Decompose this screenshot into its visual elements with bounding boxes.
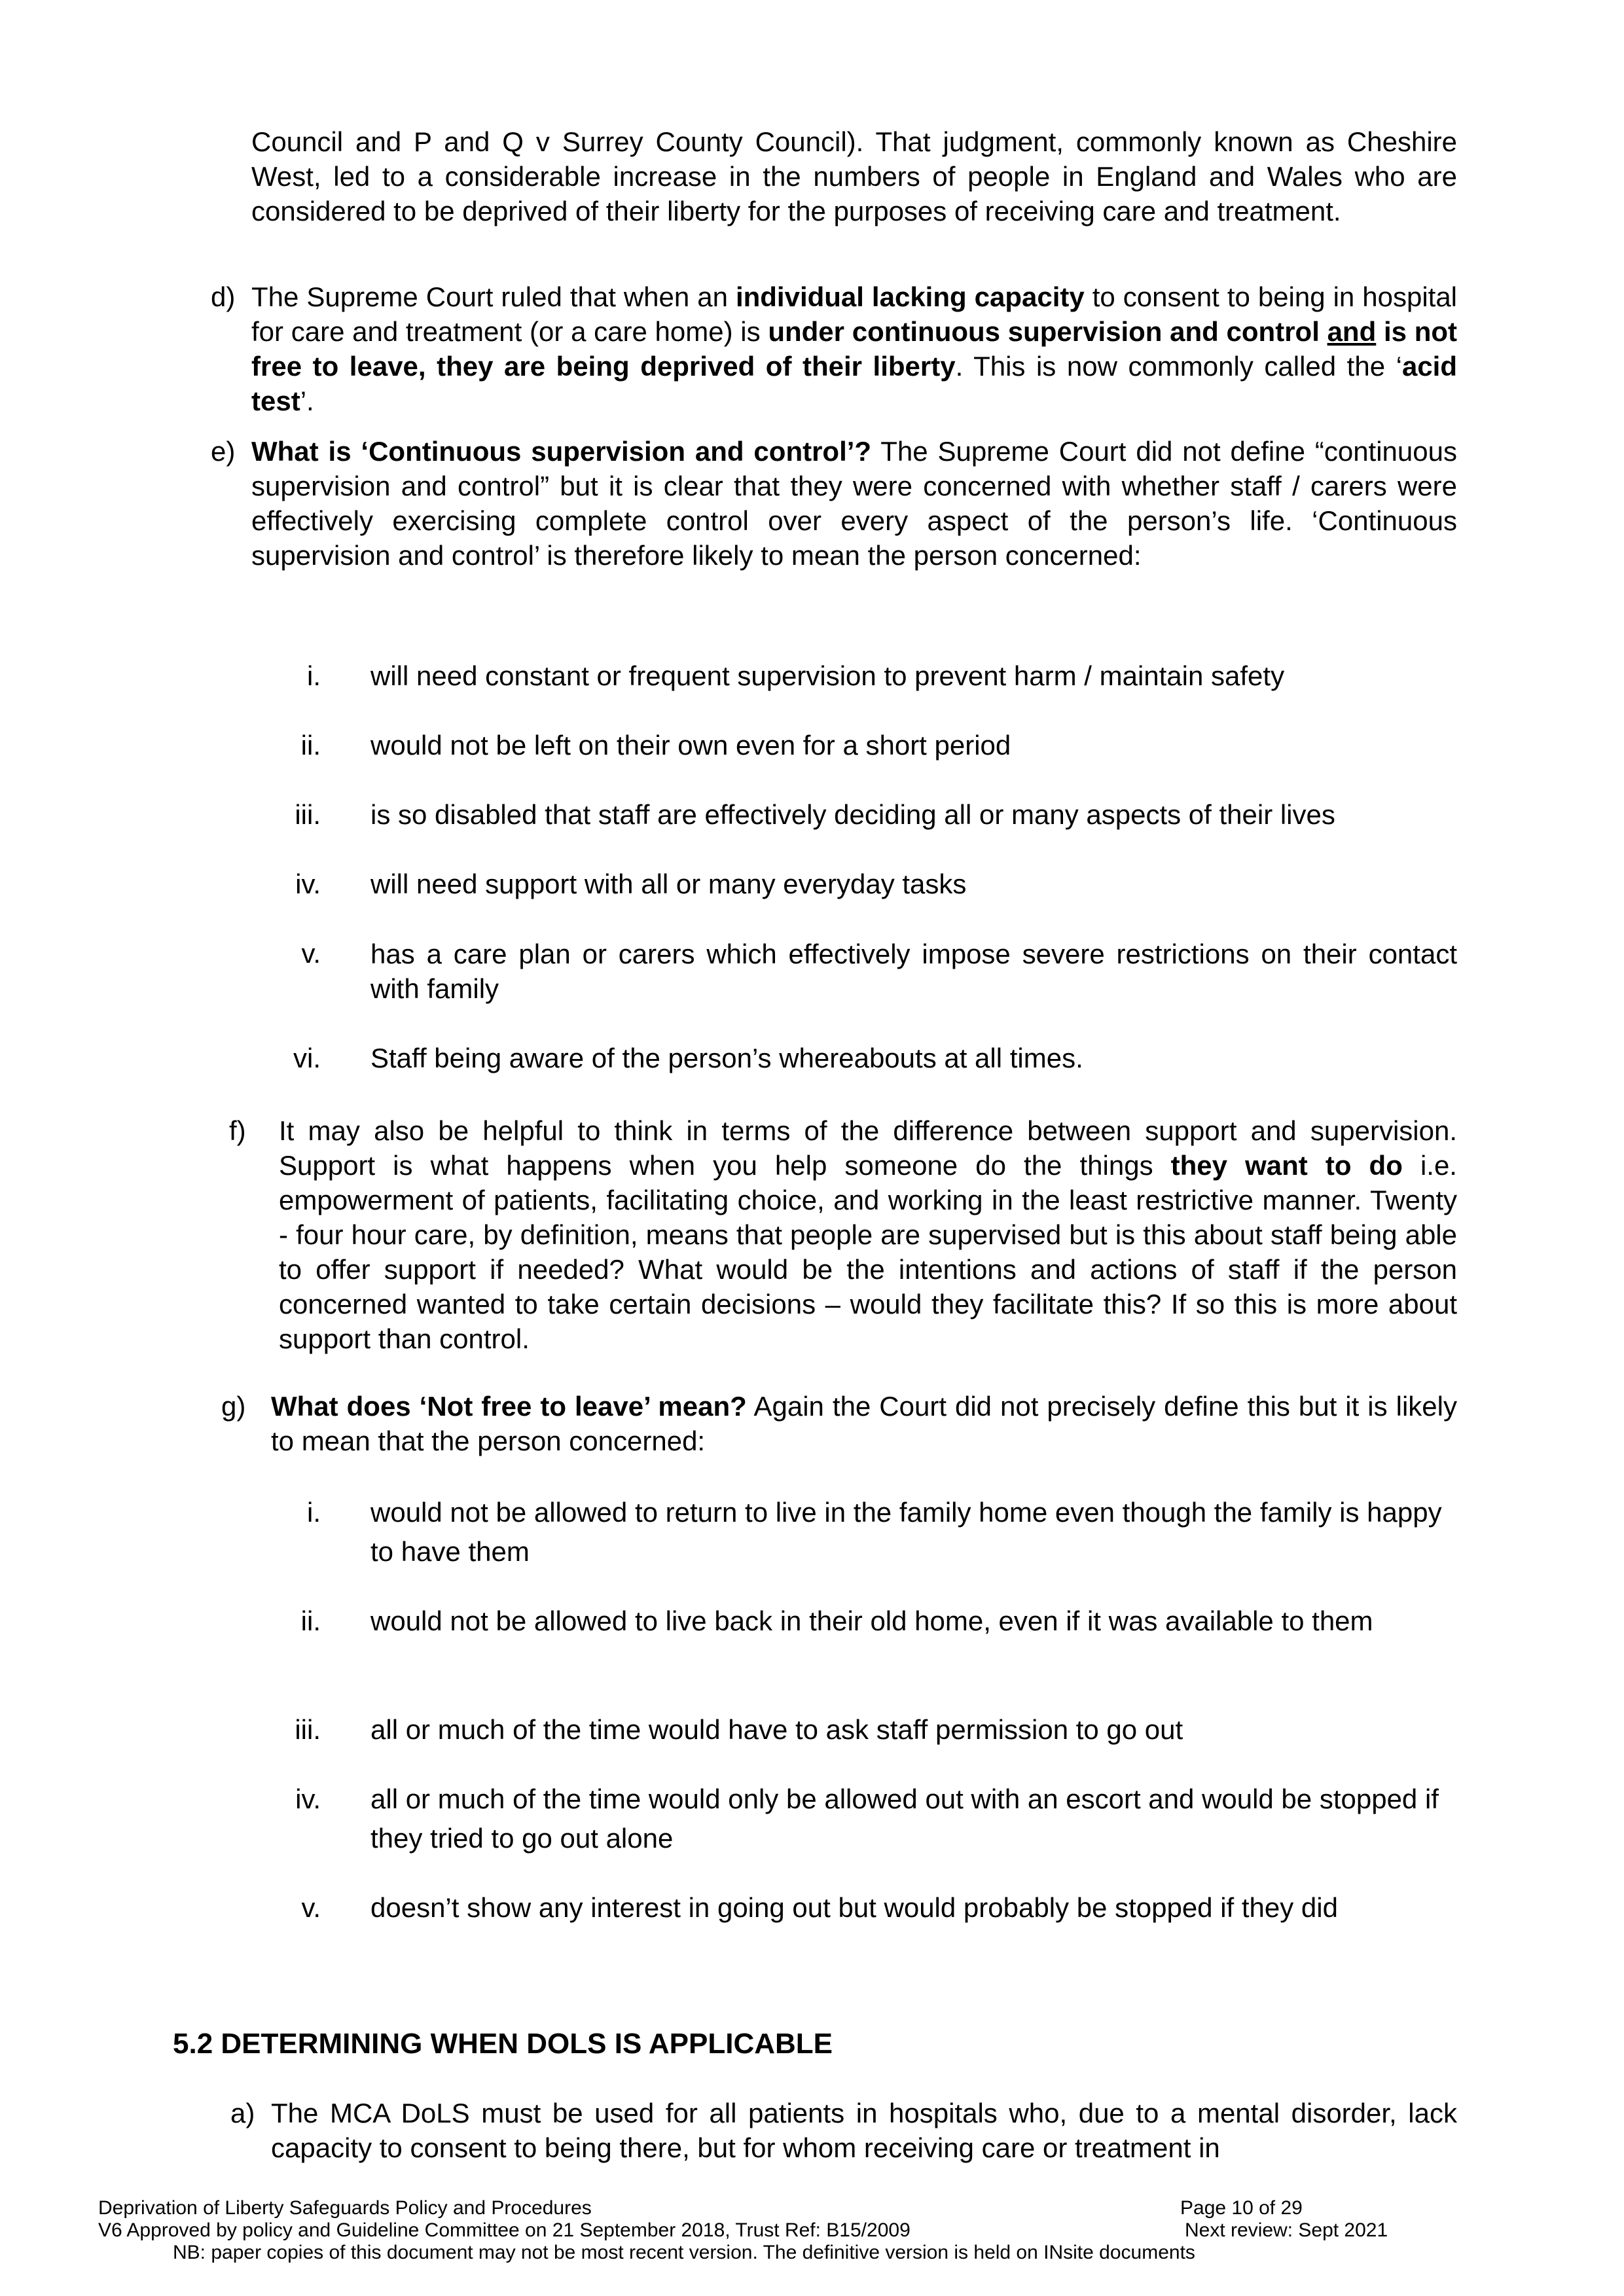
footer-page-number: Page 10 of 29: [1180, 2197, 1303, 2219]
list-item: would not be allowed to live back in their old home, even if it was available to them: [370, 1605, 1373, 1636]
section-d-bold-3: is not free to leave, they are being deprived of their liberty: [251, 316, 1457, 382]
list-item: will need constant or frequent supervision to prevent harm / maintain safety: [370, 660, 1285, 691]
section-a-paragraph: The MCA DoLS must be used for all patients in hospitals who, due to a mental disorder, lack capacity to consent to being there, but for whom receiving care or treatment in: [271, 2098, 1457, 2163]
list-item-number: iii.: [295, 799, 321, 830]
list-item-number: i.: [307, 660, 321, 691]
intro-paragraph: Council and P and Q v Surrey County Council). That judgment, commonly known as Cheshire West, led to a considerable increase in the numbers of people in England and Wales who are considered to be deprived of their liberty for the purposes of receiving care and treatment.: [251, 126, 1457, 226]
section-g-marker: g): [221, 1391, 246, 1422]
list-item-number: iv.: [295, 1784, 321, 1814]
section-e-paragraph: [251, 434, 1457, 573]
list-item: will need support with all or many everyday tasks: [370, 869, 967, 899]
section-d-text-3: . This is now commonly called the ‘: [955, 351, 1402, 382]
section-f-bold: they want to do: [1170, 1150, 1403, 1181]
list-item: all or much of the time would only be allowed out with an escort and would be stopped if they tried to go out alone: [370, 1784, 1439, 1854]
section-e-marker: e): [211, 436, 236, 467]
list-item-number: iii.: [295, 1714, 321, 1745]
list-item: would not be left on their own even for a short period: [370, 730, 1011, 761]
list-item-number: v.: [301, 938, 321, 969]
section-d-paragraph: [251, 279, 1457, 418]
section-d-bold-underline: and: [1327, 316, 1377, 347]
section-g-text: Again the Court did not precisely define this but it is likely to mean that the person concerned:: [271, 1391, 1457, 1456]
list-item-number: iv.: [295, 869, 321, 899]
section-d-text-4: ’.: [300, 386, 314, 416]
list-item: all or much of the time would have to ask staff permission to go out: [370, 1714, 1183, 1745]
section-d-text-2: to consent to being in hospital for care and treatment (or a care home) is: [251, 281, 1458, 347]
section-d-text-1: The Supreme Court ruled that when an: [251, 281, 736, 312]
list-item: Staff being aware of the person’s whereabouts at all times.: [370, 1043, 1083, 1073]
list-item-number: ii.: [300, 1605, 321, 1636]
footer-title: Deprivation of Liberty Safeguards Policy and Procedures: [98, 2197, 592, 2219]
section-f-text-2: i.e. empowerment of patients, facilitating choice, and working in the least restrictive manner. Twenty - four hour care, by definition, means that people are supervised but is this about staff being able to offer support if needed? What would be the intentions and actions of staff if the person concerned wanted to take certain decisions – would they facilitate this? If so this is more about support than control.: [279, 1150, 1457, 1354]
footer-next-review: Next review: Sept 2021: [1185, 2219, 1388, 2241]
section-f-paragraph: [279, 1113, 1457, 1356]
section-heading: 5.2 DETERMINING WHEN DOLS IS APPLICABLE: [173, 2028, 833, 2060]
section-d-bold-4: acid test: [251, 351, 1457, 416]
list-item-number: ii.: [300, 730, 321, 761]
section-d-bold-2: under continuous supervision and control: [768, 316, 1327, 347]
section-a-marker: a): [230, 2098, 255, 2128]
footer-note: NB: paper copies of this document may not be most recent version. The definitive version is held on INsite documents: [173, 2242, 1195, 2263]
list-item: has a care plan or carers which effectively impose severe restrictions on their contact with family: [370, 939, 1457, 1004]
list-item-number: vi.: [293, 1043, 321, 1073]
list-item: doesn’t show any interest in going out but would probably be stopped if they did: [370, 1892, 1338, 1923]
section-g-paragraph: [271, 1389, 1457, 1458]
section-g-bold-lead: What does ‘Not free to leave’ mean?: [271, 1391, 747, 1422]
list-item: would not be allowed to return to live in the family home even though the family is happy to have them: [370, 1497, 1442, 1567]
section-d-marker: d): [211, 281, 236, 312]
section-d-bold-1: individual lacking capacity: [735, 281, 1085, 312]
list-item-number: v.: [301, 1892, 321, 1923]
section-e-bold-lead: What is ‘Continuous supervision and control’?: [251, 436, 872, 467]
section-f-marker: f): [229, 1115, 246, 1146]
footer-approval: V6 Approved by policy and Guideline Committee on 21 September 2018, Trust Ref: B15/2009: [98, 2219, 911, 2241]
list-item-number: i.: [307, 1497, 321, 1528]
list-item: is so disabled that staff are effectively deciding all or many aspects of their lives: [370, 799, 1335, 830]
section-f-text-1: It may also be helpful to think in terms of the difference between support and supervision. Support is what happens when you help someone do the things: [279, 1115, 1457, 1181]
section-e-text: The Supreme Court did not define “continuous supervision and control” but it is clear that they were concerned with whether staff / carers were effectively exercising complete control over every aspect of the person’s life. ‘Continuous supervision and control’ is therefore likely to mean the person concerned:: [251, 436, 1457, 571]
